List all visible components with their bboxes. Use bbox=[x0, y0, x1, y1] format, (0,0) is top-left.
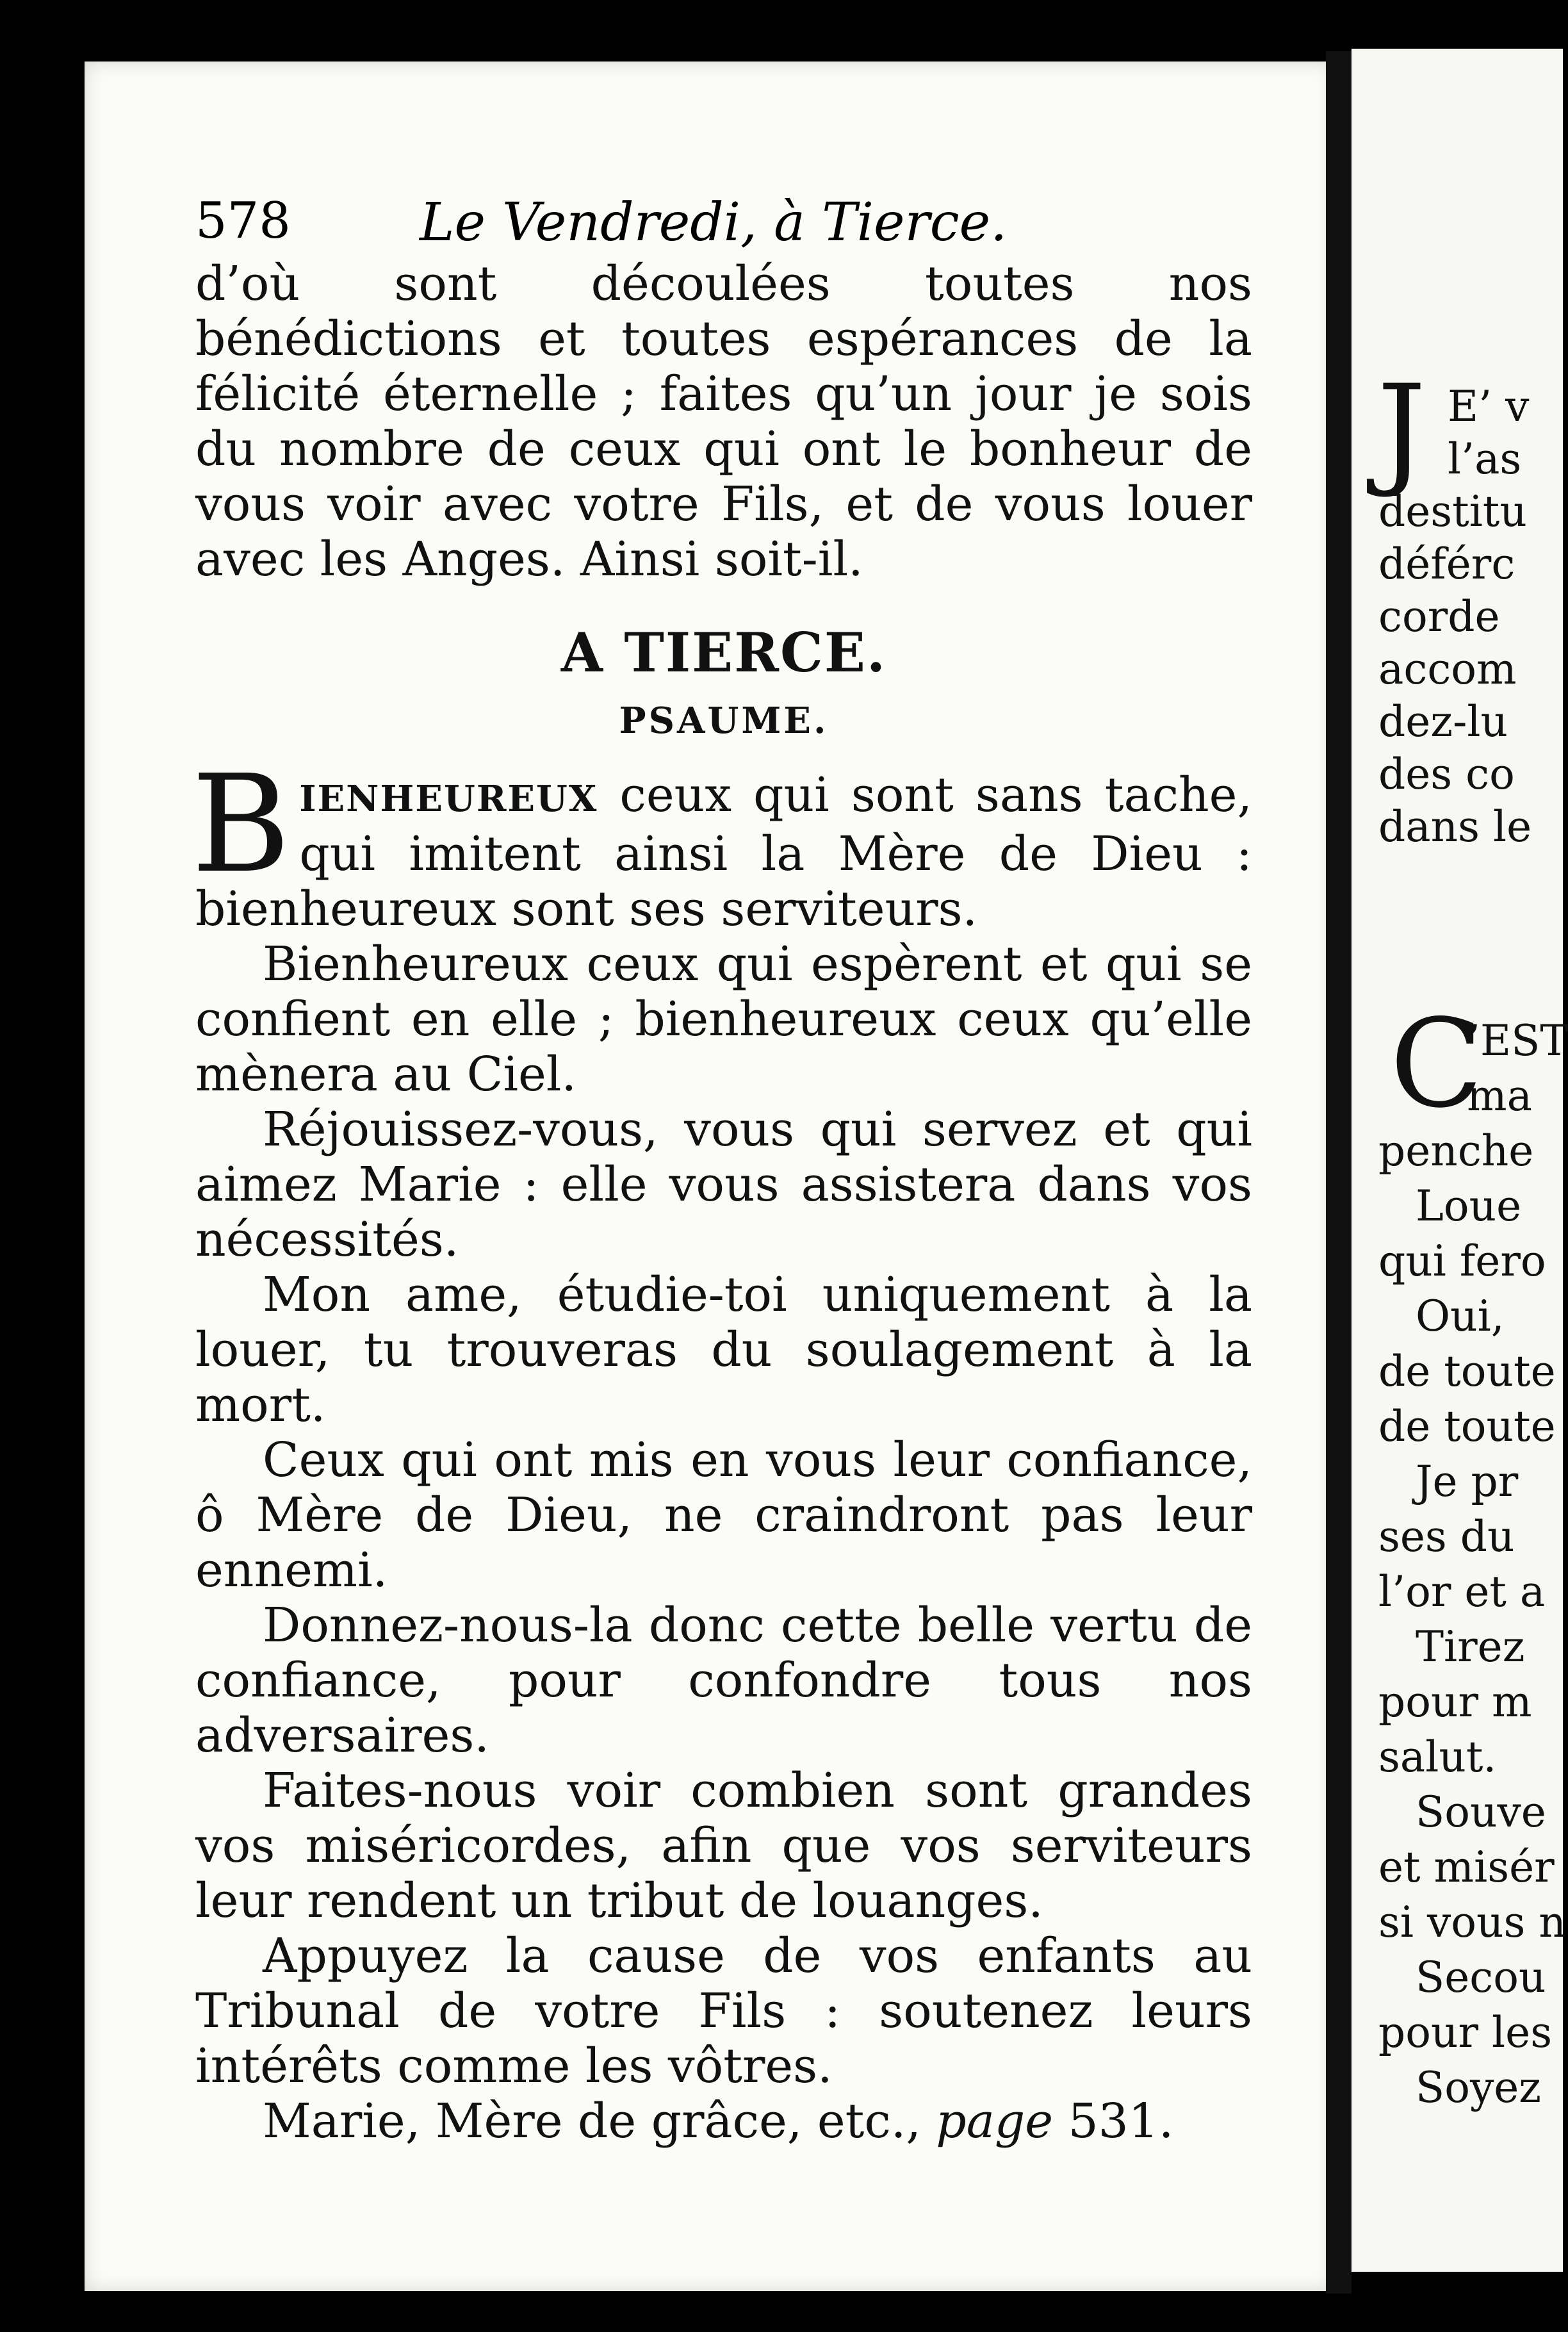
book-gutter bbox=[1326, 51, 1352, 2294]
adjacent-line: pour m bbox=[1378, 1677, 1532, 1727]
psalm-verse: Réjouissez-vous, vous qui servez et qui aimez Marie : elle vous assistera dans vos nécessités. bbox=[195, 1102, 1252, 1267]
adjacent-line: qui fero bbox=[1378, 1236, 1546, 1286]
adjacent-line: corde bbox=[1378, 592, 1500, 641]
psalm-label: PSAUME. bbox=[619, 700, 829, 742]
closing-page-ref: 531. bbox=[1053, 2094, 1174, 2149]
adjacent-line: penche bbox=[1378, 1126, 1534, 1176]
psalm-first-verse bbox=[192, 746, 1252, 937]
adjacent-page bbox=[1352, 49, 1568, 2272]
adjacent-line: Souve bbox=[1416, 1787, 1546, 1837]
adjacent-line: ma bbox=[1467, 1071, 1532, 1121]
adjacent-line: déférc bbox=[1378, 539, 1515, 589]
dropcap-letter: B bbox=[192, 746, 291, 903]
adjacent-line: ses du bbox=[1378, 1512, 1515, 1561]
adjacent-line: dez-lu bbox=[1378, 697, 1508, 746]
adjacent-line: Tirez bbox=[1416, 1622, 1525, 1671]
adjacent-line: Soyez bbox=[1416, 2063, 1542, 2112]
closing-page-label: page bbox=[936, 2094, 1054, 2149]
adjacent-dropcap-j: J bbox=[1377, 359, 1426, 500]
psalm-verse: Donnez-nous-la donc cette belle vertu de confiance, pour confondre tous nos adversaires. bbox=[195, 1598, 1252, 1763]
running-head: Le Vendredi, à Tierce. bbox=[420, 192, 1008, 253]
adjacent-line: Oui, bbox=[1416, 1292, 1505, 1341]
adjacent-line: dans le bbox=[1378, 802, 1532, 851]
adjacent-line: Secou bbox=[1416, 1953, 1546, 2002]
adjacent-line: destitu bbox=[1378, 487, 1527, 536]
adjacent-line: des co bbox=[1378, 750, 1515, 799]
page-header bbox=[195, 192, 1188, 263]
adjacent-line: et misér bbox=[1378, 1843, 1555, 1892]
closing-text: Marie, Mère de grâce, etc., bbox=[263, 2094, 936, 2149]
adjacent-line: de toute bbox=[1378, 1347, 1556, 1396]
psalm-verse: Ceux qui ont mis en vous leur confiance, ô Mère de Dieu, ne craindront pas leur ennemi. bbox=[195, 1433, 1252, 1598]
adjacent-line: pour les bbox=[1378, 2008, 1553, 2057]
adjacent-line: l’as bbox=[1448, 434, 1522, 484]
adjacent-line: salut. bbox=[1378, 1732, 1497, 1782]
adjacent-line: Je pr bbox=[1416, 1457, 1519, 1506]
psalm-verse: Bienheureux ceux qui espèrent et qui se confient en elle ; bienheureux ceux qu’elle mènera au Ciel. bbox=[195, 937, 1252, 1102]
adjacent-line: l’or et a bbox=[1378, 1567, 1546, 1616]
page-number: 578 bbox=[195, 192, 291, 250]
closing-line bbox=[195, 2094, 1252, 2149]
intro-paragraph: d’où sont découlées toutes nos bénédictions et toutes espérances de la félicité éternelle ; faites qu’un jour je sois du nombre de ceux qui ont le bonheur de vous voir avec votre Fils, et de vous louer avec les Anges. Ainsi soit-il. bbox=[195, 256, 1252, 587]
page-body bbox=[192, 256, 1252, 2149]
first-verse-text: ceux qui sont sans tache, qui imitent ainsi la Mère de Dieu : bienheureux sont ses serviteurs. bbox=[195, 768, 1252, 937]
section-title: A TIERCE. bbox=[560, 621, 887, 684]
adjacent-line: de toute bbox=[1378, 1402, 1556, 1451]
psalm-verse: Appuyez la cause de vos enfants au Tribunal de votre Fils : soutenez leurs intérêts comme les vôtres. bbox=[195, 1928, 1252, 2094]
psalm-verse: Faites-nous voir combien sont grandes vos miséricordes, afin que vos serviteurs leur rendent un tribut de louanges. bbox=[195, 1763, 1252, 1928]
adjacent-line: Loue bbox=[1416, 1181, 1522, 1231]
adjacent-line: E’ v bbox=[1448, 382, 1530, 431]
adjacent-line: ’EST bbox=[1467, 1016, 1568, 1065]
psalm-verse: Mon ame, étudie-toi uniquement à la louer, tu trouveras du soulagement à la mort. bbox=[195, 1267, 1252, 1433]
dropcap-smallcaps: IENHEUREUX bbox=[299, 778, 598, 820]
psalm-verses bbox=[195, 937, 1252, 2094]
adjacent-line: accom bbox=[1378, 645, 1517, 694]
adjacent-dropcap-c: C bbox=[1390, 993, 1483, 1135]
adjacent-line: si vous n bbox=[1378, 1898, 1566, 1947]
